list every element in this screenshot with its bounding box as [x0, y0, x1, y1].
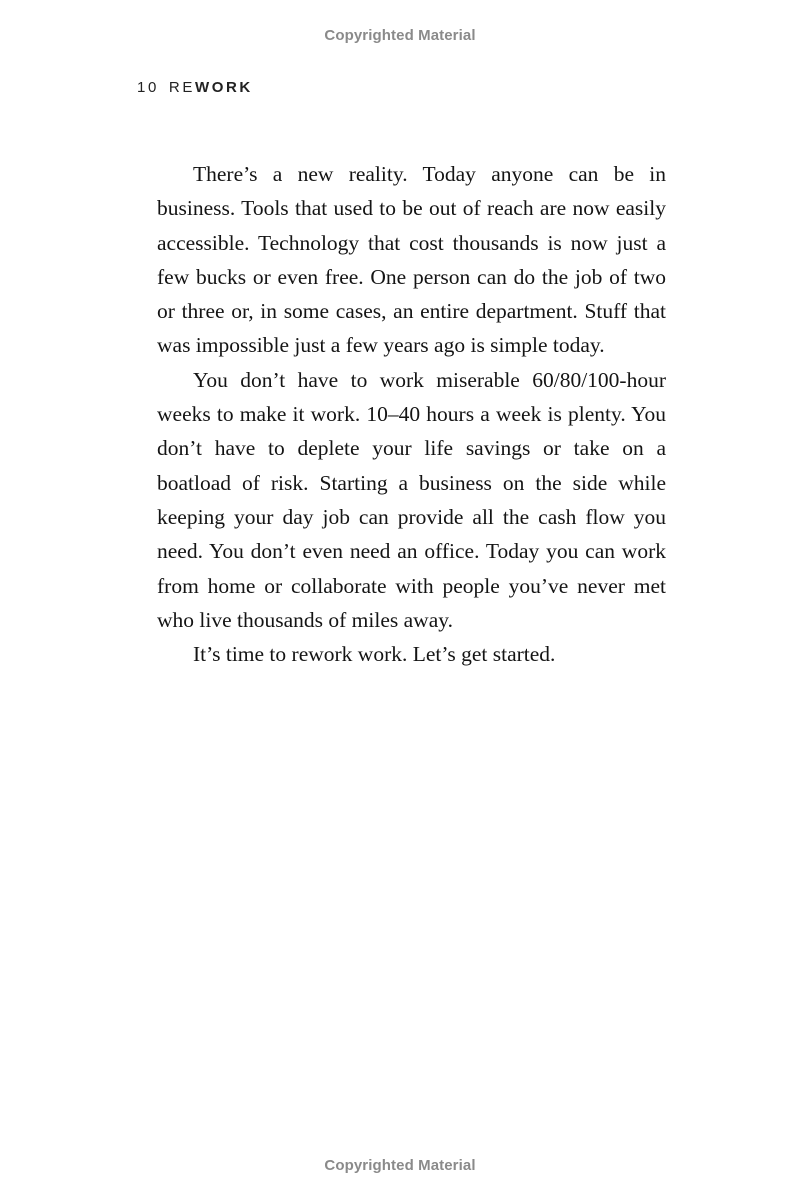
paragraph: You don’t have to work miserable 60/80/100-hour weeks to make it work. 10–40 hours a week is plenty. You don’t have to deplete your life savings or take on a boatload of risk. Starting a business on the side while keeping your day job can provide all the cash flow you need. You don’t even need an office. Today you can work from home or collaborate with people you’ve never met who live thousands of miles away. [157, 367, 666, 632]
copyright-watermark-bottom: Copyrighted Material [324, 1157, 476, 1174]
paragraph: It’s time to rework work. Let’s get started. [193, 642, 556, 667]
book-title-prefix: RE [168, 79, 195, 96]
copyright-watermark-top: Copyrighted Material [324, 27, 476, 44]
running-head [137, 79, 253, 96]
book-title-bold: WORK [194, 79, 253, 96]
body-text [157, 157, 666, 671]
page-number: 10 [137, 79, 159, 96]
paragraph: There’s a new reality. Today anyone can be in business. Tools that used to be out of reach are now easily accessible. Technology that cost thousands is now just a few bucks or even free. One person can do the job of two or three or, in some cases, an entire department. Stuff that was impossible just a few years ago is simple today. [157, 162, 666, 358]
